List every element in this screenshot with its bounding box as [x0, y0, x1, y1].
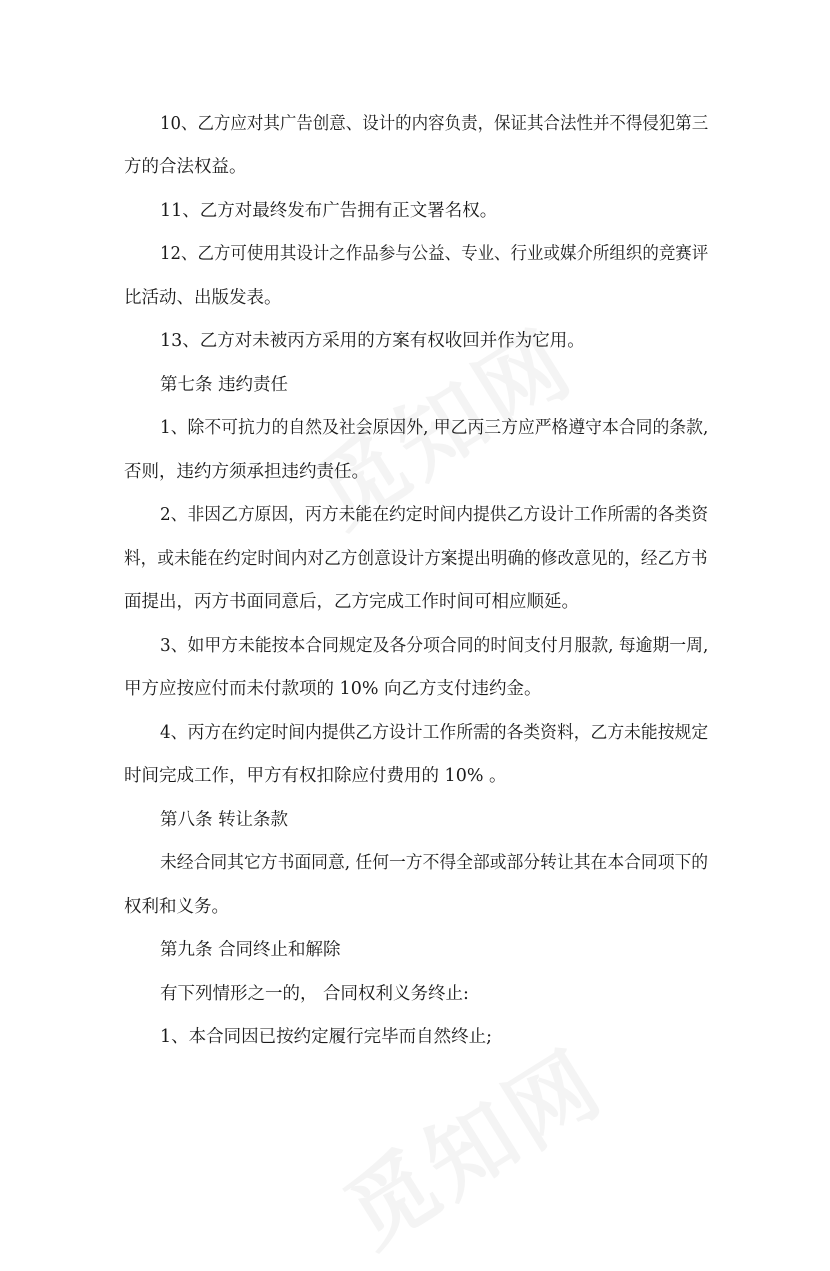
- paragraph-line: 比活动、出版发表。: [124, 288, 282, 308]
- paragraph-line: 4、丙方在约定时间内提供乙方设计工作所需的各类资料，乙方未能按规定: [160, 723, 709, 743]
- paragraph-line: 13、乙方对未被丙方采用的方案有权收回并作为它用。: [160, 331, 585, 351]
- paragraph-line: 料，或未能在约定时间内对乙方创意设计方案提出明确的修改意见的，经乙方书: [124, 549, 708, 569]
- paragraph-line: 甲方应按应付而未付款项的 10% 向乙方支付违约金。: [124, 679, 542, 699]
- paragraph-line: 否则，违约方须承担违约责任。: [124, 462, 369, 482]
- section-heading: 第九条 合同终止和解除: [160, 940, 341, 960]
- paragraph-line: 10、乙方应对其广告创意、设计的内容负责，保证其合法性并不得侵犯第三: [160, 114, 709, 134]
- paragraph-line: 有下列情形之一的， 合同权利义务终止:: [160, 984, 469, 1004]
- paragraph-line: 3、如甲方未能按本合同规定及各分项合同的时间支付月服款, 每逾期一周,: [160, 636, 709, 656]
- paragraph-line: 1、本合同因已按约定履行完毕而自然终止;: [160, 1027, 493, 1047]
- paragraph-line: 1、除不可抗力的自然及社会原因外, 甲乙丙三方应严格遵守本合同的条款,: [160, 418, 709, 438]
- paragraph-line: 方的合法权益。: [124, 157, 247, 177]
- paragraph-line: 未经合同其它方书面同意, 任何一方不得全部或部分转让其在本合同项下的: [160, 853, 709, 873]
- section-heading: 第八条 转让条款: [160, 810, 289, 830]
- paragraph-line: 时间完成工作，甲方有权扣除应付费用的 10% 。: [124, 766, 507, 786]
- paragraph-line: 面提出，丙方书面同意后，乙方完成工作时间可相应顺延。: [124, 592, 579, 612]
- paragraph-line: 12、乙方可使用其设计之作品参与公益、专业、行业或媒介所组织的竞赛评: [160, 244, 709, 264]
- section-heading: 第七条 违约责任: [160, 375, 289, 395]
- watermark: [318, 1015, 624, 1271]
- paragraph-line: 权利和义务。: [124, 897, 229, 917]
- paragraph-line: 11、乙方对最终发布广告拥有正文署名权。: [160, 201, 498, 221]
- paragraph-line: 2、非因乙方原因，丙方未能在约定时间内提供乙方设计工作所需的各类资: [160, 505, 709, 525]
